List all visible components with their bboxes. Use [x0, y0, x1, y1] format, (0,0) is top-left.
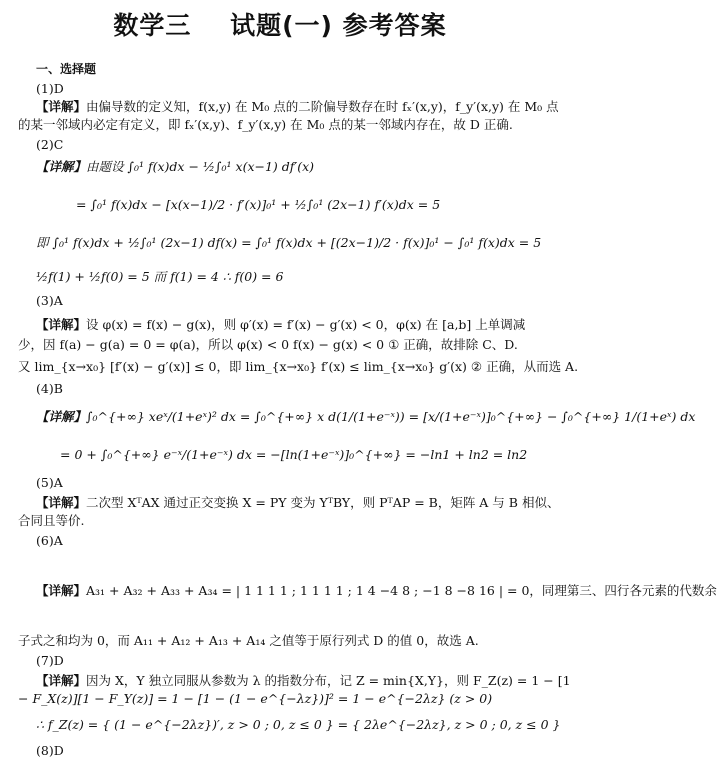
question-5-explanation-line-1: 【详解】二次型 XᵀAX 通过正交变换 X = PY 变为 YᵀBY，则 PᵀAP = B，矩阵 A 与 B 相似、: [36, 495, 560, 510]
detail-tag: 【详解】: [36, 409, 87, 424]
question-2-explanation-line-1: 【详解】由题设 ∫₀¹ f(x)dx − ½∫₀¹ x(x−1) df′(x): [36, 159, 315, 174]
question-2-explanation-line-2: = ∫₀¹ f(x)dx − [x(x−1)/2 · f′(x)]₀¹ + ½∫₀¹ (2x−1) f′(x)dx = 5: [76, 197, 441, 212]
question-3-label: (3)A: [36, 293, 63, 308]
detail-tag: 【详解】: [36, 159, 87, 174]
question-7-explanation-line-2: − F_X(z)][1 − F_Y(z)] = 1 − [1 − (1 − e^{−λz})]² = 1 − e^{−2λz} (z > 0): [18, 691, 493, 706]
question-4-explanation-line-1: 【详解】∫₀^{+∞} xeˣ/(1+eˣ)² dx = ∫₀^{+∞} x d(1/(1+e⁻ˣ)) = [x/(1+e⁻ˣ)]₀^{+∞} − ∫₀^{+∞} 1/(1+eˣ) dx: [36, 409, 696, 424]
question-6-explanation-line-2: 子式之和均为 0，而 A₁₁ + A₁₂ + A₁₃ + A₁₄ 之值等于原行列式 D 的值 0，故选 A.: [18, 633, 479, 648]
detail-tag: 【详解】: [36, 317, 87, 332]
question-4-label: (4)B: [36, 381, 63, 396]
question-5-explanation-line-2: 合同且等价.: [18, 513, 85, 528]
question-3-explanation-line-1: 【详解】设 φ(x) = f(x) − g(x)，则 φ′(x) = f′(x) − g′(x) < 0，φ(x) 在 [a,b] 上单调减: [36, 317, 526, 332]
question-5-label: (5)A: [36, 475, 63, 490]
question-8-label: (8)D: [36, 743, 64, 758]
question-2-explanation-line-4: ½f(1) + ½f(0) = 5 而 f(1) = 4 ∴ f(0) = 6: [36, 269, 284, 284]
page-title: 数学三 试题(一) 参考答案: [113, 11, 447, 40]
question-1-explanation-line-2: 的某一邻域内必定有定义，即 fₓ′(x,y)、f_y′(x,y) 在 M₀ 点的某一邻域内存在，故 D 正确.: [18, 117, 513, 132]
question-4-explanation-line-2: = 0 + ∫₀^{+∞} e⁻ˣ/(1+e⁻ˣ) dx = −[ln(1+e⁻ˣ)]₀^{+∞} = −ln1 + ln2 = ln2: [60, 447, 528, 462]
question-7-label: (7)D: [36, 653, 64, 668]
question-1-explanation-line-1: 【详解】由偏导数的定义知，f(x,y) 在 M₀ 点的二阶偏导数存在时 fₓ′(x,y)，f_y′(x,y) 在 M₀ 点: [36, 99, 559, 114]
question-1-label: (1)D: [36, 81, 64, 96]
question-3-explanation-line-3: 又 lim_{x→x₀} [f′(x) − g′(x)] ≤ 0，即 lim_{x→x₀} f′(x) ≤ lim_{x→x₀} g′(x) ② 正确，从而选 A.: [18, 359, 579, 374]
detail-tag: 【详解】: [36, 673, 87, 688]
question-6-label: (6)A: [36, 533, 63, 548]
question-6-explanation-line-1: 【详解】A₃₁ + A₃₂ + A₃₃ + A₃₄ = | 1 1 1 1 ; 1 1 1 1 ; 1 4 −4 8 ; −1 8 −8 16 | = 0，同理第三、四行各元素的代数余: [36, 583, 717, 598]
detail-tag: 【详解】: [36, 99, 87, 114]
section-heading: 一、选择题: [36, 62, 97, 76]
detail-tag: 【详解】: [36, 583, 87, 598]
question-7-explanation-line-3: ∴ f_Z(z) = { (1 − e^{−2λz})′, z > 0 ; 0, z ≤ 0 } = { 2λe^{−2λz}, z > 0 ; 0, z ≤ 0 }: [36, 717, 561, 732]
question-2-label: (2)C: [36, 137, 64, 152]
question-7-explanation-line-1: 【详解】因为 X，Y 独立同服从参数为 λ 的指数分布，记 Z = min{X,Y}，则 F_Z(z) = 1 − [1: [36, 673, 571, 688]
question-3-explanation-line-2: 少，因 f(a) − g(a) = 0 = φ(a)，所以 φ(x) < 0 f(x) − g(x) < 0 ① 正确，故排除 C、D.: [18, 337, 518, 352]
detail-tag: 【详解】: [36, 495, 87, 510]
question-2-explanation-line-3: 即 ∫₀¹ f(x)dx + ½∫₀¹ (2x−1) df(x) = ∫₀¹ f(x)dx + [(2x−1)/2 · f(x)]₀¹ − ∫₀¹ f(x)dx = 5: [36, 235, 542, 250]
